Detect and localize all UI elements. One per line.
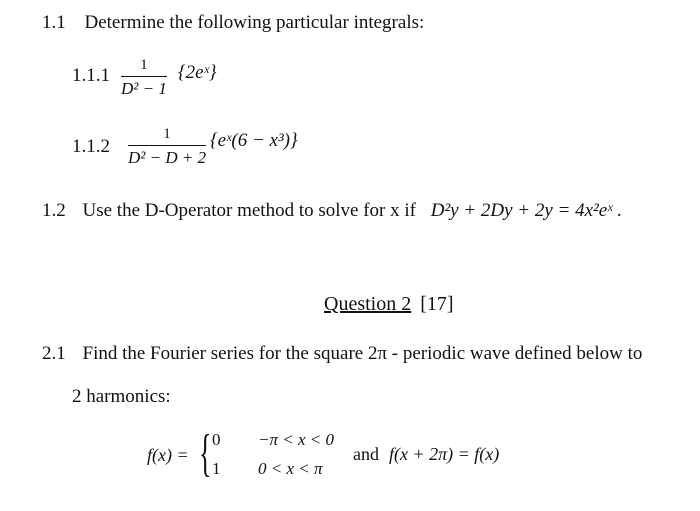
question-text-continued: 2 harmonics: (72, 386, 171, 407)
question-number: 2.1 (42, 343, 66, 364)
question-1-2 (42, 200, 622, 222)
fraction-denominator: D² − 1 (121, 79, 167, 99)
section-heading (324, 293, 454, 316)
question-text: Find the Fourier series for the square 2π - periodic wave defined below to (82, 343, 643, 364)
operand-expression: {2eˣ} (178, 62, 217, 83)
case-1-condition: −π < x < 0 (258, 430, 334, 449)
item-label: 1.1.1 (72, 65, 110, 86)
fraction-bar (121, 76, 167, 77)
fraction-denominator: D² − D + 2 (128, 148, 207, 168)
piecewise-brace: { (199, 425, 212, 482)
and-connector: and (353, 444, 379, 464)
case-2-condition: 0 < x < π (258, 459, 323, 478)
question-1-1 (42, 12, 424, 34)
item-label: 1.1.2 (72, 136, 110, 157)
question-title: Determine the following particular integrals: (84, 12, 425, 33)
fraction-numerator: 1 (163, 126, 171, 142)
case-2-value: 1 (212, 459, 221, 478)
case-1-value: 0 (212, 430, 221, 449)
function-lhs: f(x) = (147, 445, 189, 465)
periodicity-condition: f(x + 2π) = f(x) (389, 444, 500, 464)
heading-title: Question 2 (324, 293, 412, 315)
differential-equation: D²y + 2Dy + 2y = 4x²eˣ . (430, 200, 623, 221)
operand-expression: {eˣ(6 − x³)} (210, 130, 298, 151)
fraction-bar (128, 145, 206, 146)
fraction-numerator: 1 (140, 57, 148, 73)
fraction-operator (128, 126, 206, 167)
question-2-1 (42, 343, 642, 365)
question-number: 1.1 (42, 12, 66, 33)
question-text: Use the D-Operator method to solve for x if (82, 200, 416, 221)
fraction-operator (121, 57, 167, 98)
question-number: 1.2 (42, 200, 66, 221)
heading-marks: [17] (420, 293, 454, 315)
